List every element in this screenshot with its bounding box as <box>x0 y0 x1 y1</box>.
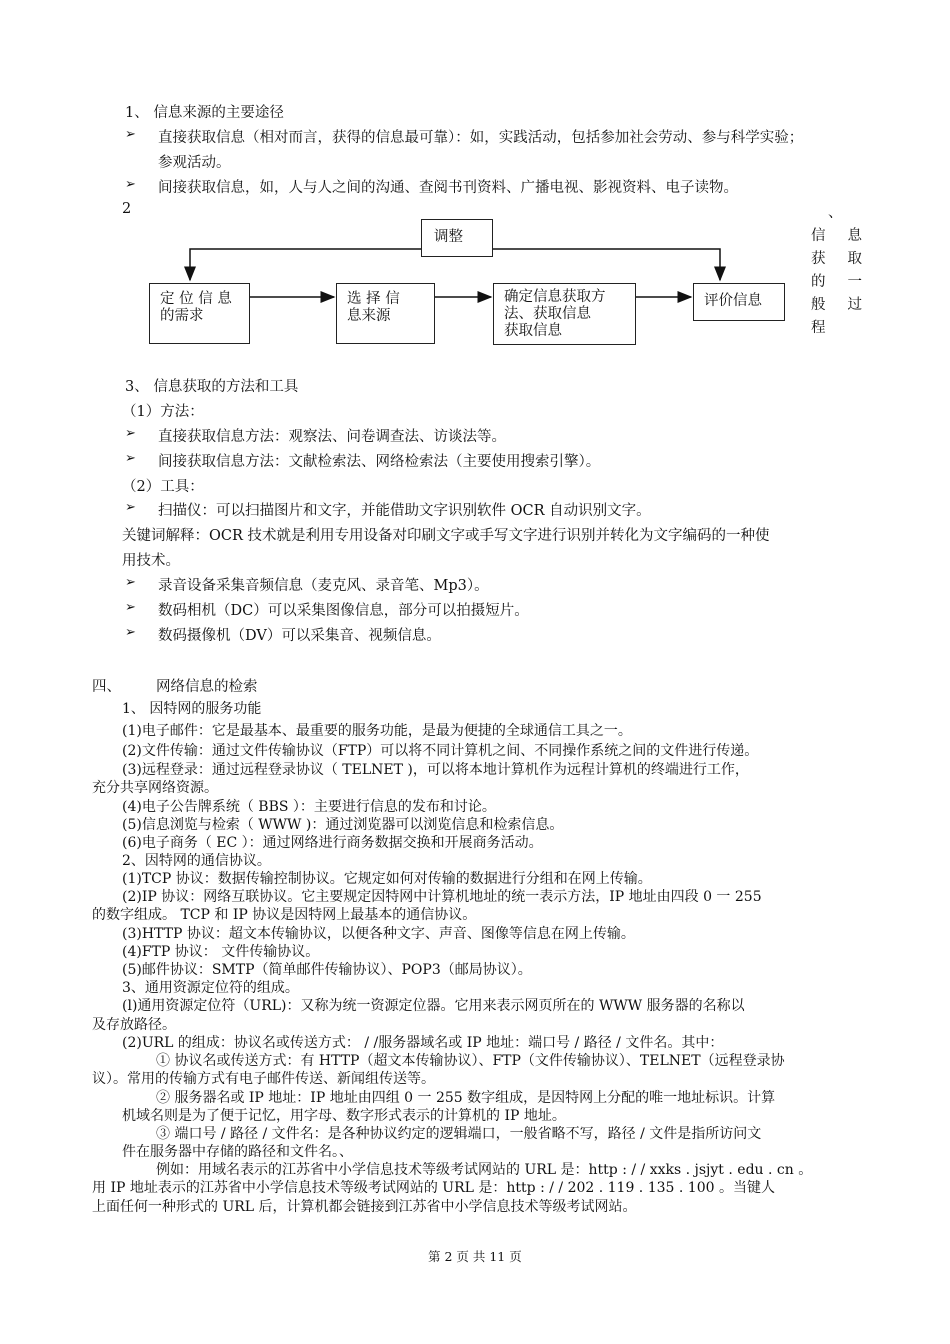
s4-line: (5)邮件协议：SMTP（简单邮件传输协议）、POP3（邮局协议）。 <box>122 962 532 978</box>
method-direct: 直接获取信息方法：观察法、问卷调查法、访谈法等。 <box>158 429 506 445</box>
s4-line: (3)HTTP 协议：超文本传输协议，以便各种文字、声音、图像等信息在网上传输。 <box>122 926 635 942</box>
flow-box-adjust: 调整 <box>421 219 493 257</box>
s4-line: 件在服务器中存储的路径和文件名。、 <box>122 1144 353 1160</box>
s4-line: (6)电子商务（ EC ）：通过网络进行商务数据交换和开展商务活动。 <box>122 835 543 851</box>
flow-box-define-need: 定 位 信 息 的需求 <box>149 283 250 344</box>
bullet-icon: ➢ <box>125 451 136 466</box>
s4-line: 及存放路径。 <box>92 1017 176 1033</box>
section4-title: 网络信息的检索 <box>156 679 258 695</box>
page-footer: 第 2 页 共 11 页 <box>428 1249 522 1264</box>
bullet-icon: ➢ <box>125 127 136 142</box>
flow-box-evaluate: 评价信息 <box>693 283 785 321</box>
s4-line: 例如：用域名表示的江苏省中小学信息技术等级考试网站的 URL 是：http : / / xxks . jsjyt . edu . cn 。 <box>156 1162 813 1178</box>
s4-line: (2)URL 的组成：协议名或传送方式： / /服务器域名或 IP 地址：端口号 / 路径 / 文件名。其中： <box>122 1035 724 1051</box>
s4-line: (l)通用资源定位符（URL)：又称为统一资源定位器。它用来表示网页所在的 WWW 服务器的名称以 <box>122 998 745 1014</box>
heading-methods-tools: 3、 信息获取的方法和工具 <box>125 379 299 395</box>
bullet-icon: ➢ <box>125 625 136 640</box>
keyword-ocr-line1: 关键词解释：OCR 技术就是利用专用设备对印刷文字或手写文字进行识别并转化为文字编码的一种使 <box>122 528 770 544</box>
methods-label: （1）方法： <box>122 404 204 420</box>
indirect-source: 间接获取信息，如，人与人之间的沟通、查阅书刊资料、广播电视、影视资料、电子读物。 <box>158 180 738 196</box>
s4-line: (2)IP 协议：网络互联协议。它主要规定因特网中计算机地址的统一表示方法，IP 地址由四段 0 一 255 <box>122 889 762 905</box>
s4-line: 的数字组成。 TCP 和 IP 协议是因特网上最基本的通信协议。 <box>92 907 477 923</box>
s4-line: 上面任何一种形式的 URL 后，计算机都会链接到江苏省中小学信息技术等级考试网站。 <box>92 1199 637 1215</box>
section4-number: 四、 <box>92 679 121 695</box>
tool-scanner: 扫描仪：可以扫描图片和文字，并能借助文字识别软件 OCR 自动识别文字。 <box>158 503 651 519</box>
bullet-icon: ➢ <box>125 600 136 615</box>
s4-line: ① 协议名或传送方式：有 HTTP（超文本传输协议）、FTP（文件传输协议）、TELNET（远程登录协 <box>156 1053 785 1069</box>
tool-video: 数码摄像机（DV）可以采集音、视频信息。 <box>158 628 441 644</box>
s4-line: (4)FTP 协议： 文件传输协议。 <box>122 944 320 960</box>
bullet-icon: ➢ <box>125 177 136 192</box>
s4-line: ② 服务器名或 IP 地址：IP 地址由四组 0 一 255 数字组成，是因特网上分配的唯一地址标识。计算 <box>156 1090 776 1106</box>
bullet-icon: ➢ <box>125 575 136 590</box>
s4-line: (1)TCP 协议：数据传输控制协议。它规定如何对传输的数据进行分组和在网上传输。 <box>122 871 652 887</box>
method-indirect: 间接获取信息方法：文献检索法、网络检索法（主要使用搜索引擎）。 <box>158 454 601 470</box>
s4-line: (4)电子公告牌系统（ BBS ）：主要进行信息的发布和讨论。 <box>122 799 496 815</box>
direct-source-line1: 直接获取信息（相对而言，获得的信息最可靠）：如，实践活动，包括参加社会劳动、参与科学实验； <box>158 130 804 146</box>
s4-line: 3、通用资源定位符的组成。 <box>122 980 299 996</box>
tool-audio: 录音设备采集音频信息（麦克风、录音笔、Mp3）。 <box>158 578 489 594</box>
section2-comma: 、 <box>828 205 843 221</box>
arrow-adjust-to-need <box>190 249 421 280</box>
direct-source-line2: 参观活动。 <box>158 155 231 171</box>
s4-line: (5)信息浏览与检索（ WWW )：通过浏览器可以浏览信息和检索信息。 <box>122 817 564 833</box>
s4-line: ③ 端口号 / 路径 / 文件名：是各种协议约定的逻辑端口，一般省略不写，路径 / 文件是指所访问文 <box>156 1126 762 1142</box>
s4-line: (1)电子邮件：它是最基本、最重要的服务功能，是最为便捷的全球通信工具之一。 <box>122 723 632 739</box>
s4-line: (3)远程登录：通过远程登录协议（ TELNET )，可以将本地计算机作为远程计算机的终端进行工作， <box>122 762 749 778</box>
heading-info-sources: 1、 信息来源的主要途径 <box>125 105 284 121</box>
flow-box-determine-method: 确定信息获取方 法、获取信息 获取信息 <box>493 283 636 345</box>
tool-camera: 数码相机（DC）可以采集图像信息，部分可以拍摄短片。 <box>158 603 529 619</box>
s4-line: 2、因特网的通信协议。 <box>122 853 271 869</box>
tools-label: （2）工具： <box>122 479 204 495</box>
flow-box-choose-source: 选 择 信 息来源 <box>336 283 435 344</box>
s4-line: 机域名则是为了便于记忆，用字母、数字形式表示的计算机的 IP 地址。 <box>122 1108 566 1124</box>
s4-line: 1、 因特网的服务功能 <box>122 701 262 717</box>
keyword-ocr-line2: 用技术。 <box>122 553 180 569</box>
bullet-icon: ➢ <box>125 500 136 515</box>
s4-line: 议）。常用的传输方式有电子邮件传送、新闻组传送等。 <box>92 1071 435 1087</box>
bullet-icon: ➢ <box>125 426 136 441</box>
s4-line: (2)文件传输：通过文件传输协议（FTP）可以将不同计算机之间、不同操作系统之间的文件进行传递。 <box>122 743 759 759</box>
s4-line: 充分共享网络资源。 <box>92 780 218 796</box>
arrow-adjust-to-evaluate <box>493 249 720 280</box>
s4-line: 用 IP 地址表示的江苏省中小学信息技术等级考试网站的 URL 是：http : / / 202 . 119 . 135 . 100 。当键人 <box>92 1180 775 1196</box>
section2-number: 2 <box>122 201 132 217</box>
